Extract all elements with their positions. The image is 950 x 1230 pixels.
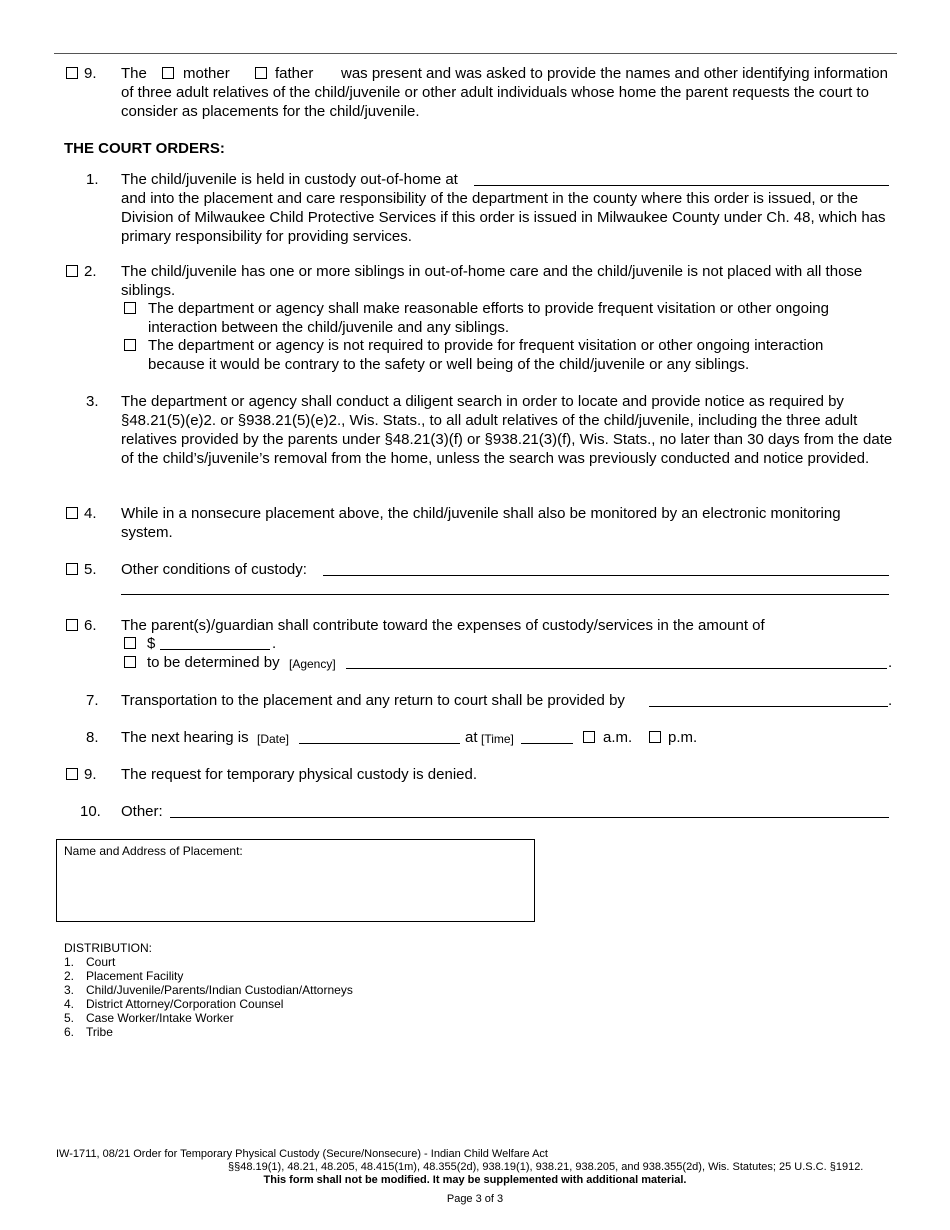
am-checkbox[interactable]	[583, 731, 595, 743]
period: .	[888, 654, 893, 671]
list-item-number: 1.	[64, 955, 75, 969]
placement-box-label: Name and Address of Placement:	[64, 844, 243, 858]
order-number: 1.	[86, 171, 99, 188]
at-label: at	[465, 729, 478, 746]
placement-address-box[interactable]	[56, 839, 535, 922]
item-text: The	[121, 65, 147, 82]
statutes: §§48.19(1), 48.21, 48.205, 48.415(1m), 48.355(2d), 938.19(1), 938.21, 938.205, and 938.355(2d), Wis. Statutes; 25 U.S.C. §1912.	[228, 1161, 864, 1173]
other-conditions-field-line2[interactable]	[121, 594, 889, 595]
order-text: The parent(s)/guardian shall contribute toward the expenses of custody/services in the amount of	[121, 617, 765, 634]
period: .	[888, 692, 893, 709]
list-item-number: 3.	[64, 983, 75, 997]
form-id: IW-1711, 08/21 Order for Temporary Physical Custody (Secure/Nonsecure) - Indian Child Welfare Act	[56, 1148, 548, 1160]
period: .	[272, 635, 277, 652]
list-item-label: Tribe	[86, 1025, 113, 1039]
item-pre-9-checkbox[interactable]	[66, 67, 78, 79]
item-text: was present and was asked to provide the names and other identifying information	[341, 65, 888, 82]
order-text: The next hearing is	[121, 729, 249, 746]
list-item	[64, 1011, 353, 1025]
list-item	[64, 997, 353, 1011]
amount-field[interactable]	[160, 649, 270, 650]
order-number: 8.	[86, 729, 99, 746]
court-orders-heading: THE COURT ORDERS:	[64, 140, 225, 157]
order-number: 10.	[80, 803, 101, 820]
other-conditions-field[interactable]	[323, 575, 889, 576]
pm-label: p.m.	[668, 729, 698, 746]
order-text: and into the placement and care responsibility of the department in the county where this order is issued, or the Division of Milwaukee Child Protective Services if this order is issued in Milwaukee County under Ch. 48, which has primary responsibility for providing services.	[121, 190, 886, 245]
list-item-number: 6.	[64, 1025, 75, 1039]
sibling-no-visitation-checkbox[interactable]	[124, 339, 136, 351]
other-field[interactable]	[170, 817, 889, 818]
order-option-text: The department or agency shall make reasonable efforts to provide frequent visitation or other ongoing interaction between the child/juvenile and any siblings.	[148, 300, 829, 336]
order-text: The child/juvenile is held in custody out-of-home at	[121, 171, 458, 188]
list-item-number: 2.	[64, 969, 75, 983]
page-number: Page 3 of 3	[446, 1193, 504, 1205]
order-4-checkbox[interactable]	[66, 507, 78, 519]
order-5-checkbox[interactable]	[66, 563, 78, 575]
hearing-date-field[interactable]	[299, 743, 460, 744]
list-item	[64, 1025, 353, 1039]
order-number: 6.	[84, 617, 97, 634]
order-text: Other:	[121, 803, 163, 820]
item-text: of three adult relatives of the child/juvenile or other adult individuals whose home the parent requests the court to consider as placements for the child/juvenile.	[121, 84, 869, 120]
list-item-label: Placement Facility	[86, 969, 184, 983]
agency-hint: [Agency]	[289, 657, 336, 671]
list-item-label: Case Worker/Intake Worker	[86, 1011, 234, 1025]
hearing-time-field[interactable]	[521, 743, 573, 744]
order-text: The department or agency shall conduct a diligent search in order to locate and provide notice as required by §48.21(5)(e)2. or §938.21(5)(e)2., Wis. Stats., to all adult relatives of the child/juvenile, including the three adult relatives provided by the parents under §48.21(3)(f) or §938.21(3)(f), Wis. Stats., no later than 30 days from the date of the child’s/juvenile’s removal from the home, unless the search was previously conducted and notice provided.	[121, 393, 893, 467]
mother-checkbox[interactable]	[162, 67, 174, 79]
order-2-checkbox[interactable]	[66, 265, 78, 277]
father-checkbox[interactable]	[255, 67, 267, 79]
order-text: Other conditions of custody:	[121, 561, 307, 578]
list-item-label: Court	[86, 955, 116, 969]
order-number: 9.	[84, 766, 97, 783]
order-number: 5.	[84, 561, 97, 578]
order-text: The request for temporary physical custody is denied.	[121, 766, 478, 783]
list-item	[64, 983, 353, 997]
order-number: 2.	[84, 263, 97, 280]
list-item	[64, 955, 353, 969]
date-hint: [Date]	[257, 732, 290, 746]
mother-label: mother	[183, 65, 230, 82]
list-item-number: 4.	[64, 997, 75, 1011]
list-item-number: 5.	[64, 1011, 75, 1025]
order-option-text: to be determined by	[147, 654, 280, 671]
pm-checkbox[interactable]	[649, 731, 661, 743]
order-text: While in a nonsecure placement above, the child/juvenile shall also be monitored by an electronic monitoring system.	[121, 505, 841, 541]
order-option-text: The department or agency is not required to provide for frequent visitation or other ongoing interaction because it would be contrary to the safety or well being of the child/juvenile or any siblings.	[148, 337, 824, 373]
order-text: Transportation to the placement and any return to court shall be provided by	[121, 692, 625, 709]
order-number: 4.	[84, 505, 97, 522]
list-item-label: Child/Juvenile/Parents/Indian Custodian/Attorneys	[86, 983, 353, 997]
list-item	[64, 969, 353, 983]
top-rule	[54, 53, 897, 54]
order-number: 3.	[86, 393, 99, 410]
order-text: The child/juvenile has one or more siblings in out-of-home care and the child/juvenile is not placed with all those siblings.	[121, 263, 863, 299]
sibling-visitation-checkbox[interactable]	[124, 302, 136, 314]
time-hint: [Time]	[481, 732, 514, 746]
transportation-field[interactable]	[649, 706, 888, 707]
father-label: father	[275, 65, 314, 82]
placement-location-field[interactable]	[474, 185, 889, 186]
amount-checkbox[interactable]	[124, 637, 136, 649]
list-item-label: District Attorney/Corporation Counsel	[86, 997, 284, 1011]
order-number: 7.	[86, 692, 99, 709]
modification-notice: This form shall not be modified. It may be supplemented with additional material.	[263, 1174, 687, 1186]
item-number: 9.	[84, 65, 97, 82]
dollar-sign: $	[147, 635, 156, 652]
agency-field[interactable]	[346, 668, 887, 669]
distribution-heading: DISTRIBUTION:	[64, 941, 153, 955]
am-label: a.m.	[603, 729, 633, 746]
distribution-list	[64, 941, 353, 1039]
order-9-checkbox[interactable]	[66, 768, 78, 780]
order-6-checkbox[interactable]	[66, 619, 78, 631]
determined-by-checkbox[interactable]	[124, 656, 136, 668]
